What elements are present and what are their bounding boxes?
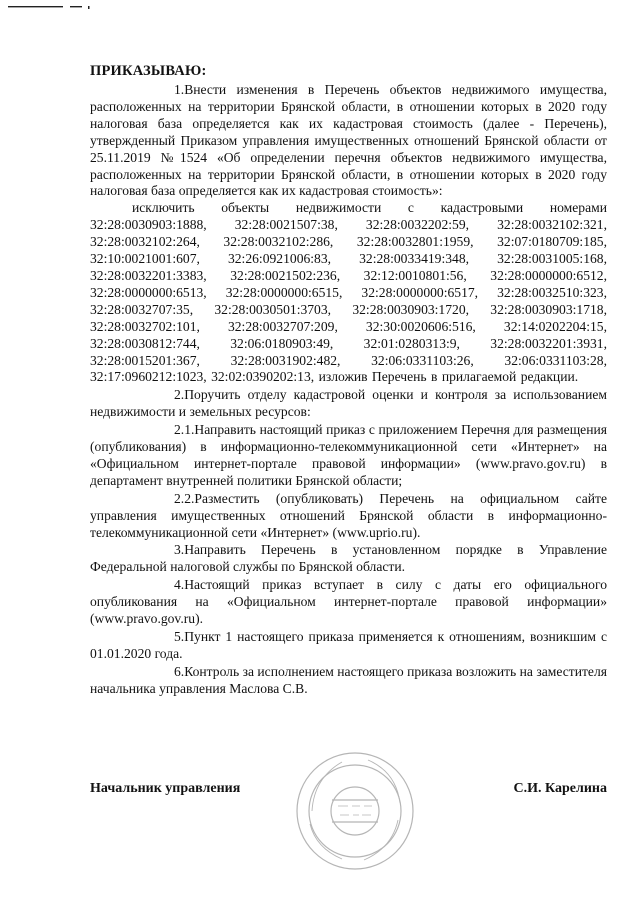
- item-2: [90, 387, 607, 421]
- item-3-number: 3.: [174, 542, 185, 558]
- item-2-2-number: 2.2.: [174, 490, 195, 506]
- signatory-title: Начальник управления: [90, 781, 241, 796]
- item-4-text: Настоящий приказ вступает в силу с даты его официального опубликования на «Официальном интернет-портале правовой информации» (www.pravo.gov.ru).: [90, 577, 607, 627]
- item-4-number: 4.: [174, 577, 185, 593]
- scan-artifact-line: [8, 6, 103, 9]
- item-5-number: 5.: [174, 629, 185, 644]
- item-1-number: 1.: [174, 82, 185, 97]
- official-stamp-seal: [292, 748, 418, 874]
- item-4: [90, 577, 607, 628]
- item-6-number: 6.: [174, 663, 185, 679]
- item-1: [90, 82, 607, 200]
- item-2-1-text: Направить настоящий приказ с приложением Перечня для размещения (опубликования) в информационно-телекоммуникационной сети «Интернет» на «Официальном интернет-портале правовой информации» (www.pravo.gov.ru) в департамент внутренней политики Брянской области;: [90, 422, 607, 488]
- item-6-text: Контроль за исполнением настоящего приказа возложить на заместителя начальника управления Маслова С.В.: [90, 663, 607, 696]
- item-2-1: [90, 422, 607, 490]
- item-3: [90, 542, 607, 576]
- order-body: [90, 82, 607, 698]
- item-2-number: 2.: [174, 387, 185, 403]
- order-heading: ПРИКАЗЫВАЮ:: [90, 63, 207, 79]
- item-6: [90, 664, 607, 698]
- item-1-text: Внести изменения в Перечень объектов недвижимого имущества, расположенных на территории Брянской области, в отношении которых в 2020 году налоговая база определяется как их кадастровая стоимость (далее - Перечень), утвержденный Приказом управления имущественных отношений Брянской области от 25.11.2019 №1524 «Об определении перечня объектов недвижимого имущества, расположенных на территории Брянской области, в отношении которых в 2020 году налоговая база определяется как их кадастровая стоимость»:: [90, 82, 607, 199]
- signatory-name: С.И. Карелина: [513, 781, 607, 796]
- cadastral-numbers: 32:28:0030903:1888, 32:28:0021507:38, 32:28:0032202:59, 32:28:0032102:321, 32:28:0032102:264, 32:28:0032102:286, 32:28:0032801:1959, 32:07:0180709:185, 32:10:0021001:607, 32:26:0921006:83, 32:28:0033419:348, 32:28:0031005:168, 32:28:0032201:3383, 32:28:0021502:236, 32:12:0010801:56, 32:28:0000000:6512, 32:28:0000000:6513, 32:28:0000000:6515, 32:28:0000000:6517, 32:28:0032510:323, 32:28:0032707:35, 32:28:0030501:3703, 32:28:0030903:1720, 32:28:0030903:1718, 32:28:0032702:101, 32:28:0032707:209, 32:30:0020606:516, 32:14:0202204:15, 32:28:0030812:744, 32:06:0180903:49, 32:01:0280313:9, 32:28:0032201:3931, 32:28:0015201:367, 32:28:0031902:482, 32:06:0331103:26, 32:06:0331103:28, 32:17:0960212:1023, 32:02:0390202:13, изложив Перечень в прилагаемой редакции.: [90, 217, 607, 385]
- exclude-intro: исключить объекты недвижимости с кадастровыми номерами: [132, 200, 607, 216]
- item-5: [90, 629, 607, 663]
- item-2-2: [90, 491, 607, 542]
- item-2-1-number: 2.1.: [174, 422, 195, 438]
- item-3-text: Направить Перечень в установленном порядке в Управление Федеральной налоговой службы по Брянской области.: [90, 542, 607, 575]
- item-2-2-text: Разместить (опубликовать) Перечень на официальном сайте управления имущественных отношений Брянской области в информационно-телекоммуникационной сети «Интернет» (www.uprio.ru).: [90, 490, 607, 540]
- item-2-text: Поручить отделу кадастровой оценки и контроля за использованием недвижимости и земельных ресурсов:: [90, 387, 607, 420]
- item-5-text: Пункт 1 настоящего приказа применяется к отношениям, возникшим с 01.01.2020 года.: [90, 629, 607, 661]
